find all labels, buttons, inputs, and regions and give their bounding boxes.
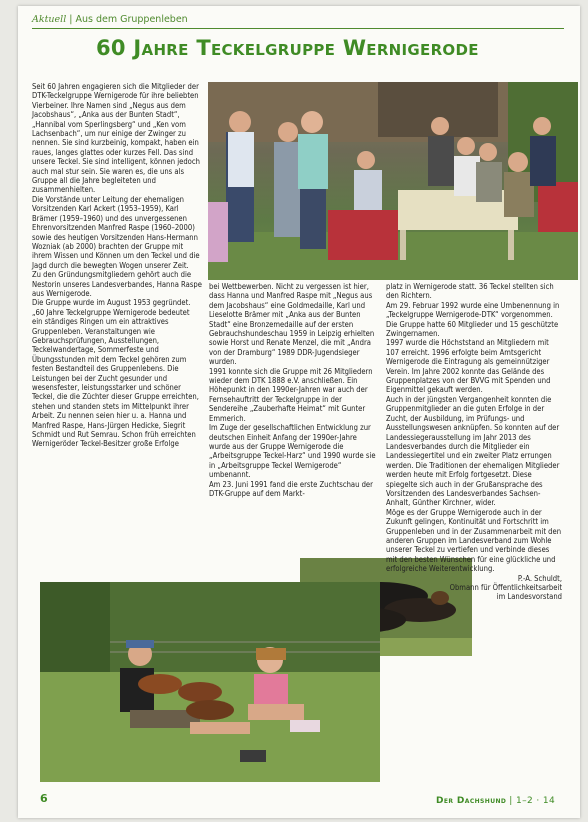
magazine-name: Der Dachshund [436, 796, 507, 806]
article-column-3 [386, 282, 562, 602]
paragraph: Am 23. Juni 1991 fand die erste Zuchtschau der DTK-Gruppe auf dem Markt- [209, 479, 373, 498]
issue-date: | 1–2 · 14 [509, 796, 556, 806]
paragraph: Auch in der jüngsten Vergangenheit konnten die Gruppenmitglieder an die guten Erfolge in der Zucht, der Ausbildung, im Prüfungs- und Ausstellungswesen anknüpfen. So konnten auf der Landessiegerausstellung im Jahr 2013 des Landesverbandes durch die Mitglieder ein Landessiegertitel und ein zweiter Platz errungen werden. Die Traditionen der ehemaligen Mitglieder werden heute mit Erfolg fortgesetzt. Diese spiegelte sich auch in der Grußansprache des Vorsitzenden des Landesverbandes Sachsen-Anhalt, Günther Kirchner, wider. [386, 394, 560, 508]
article-column-1 [32, 82, 202, 449]
children-with-dachshunds-photo [40, 582, 380, 782]
paragraph: Am 29. Februar 1992 wurde eine Umbenennung in „Teckelgruppe Wernigerode-DTK“ vorgenommen. Die Gruppe hatte 60 Mitglieder und 15 geschützte Zwingernamen. [386, 300, 560, 339]
signature-role: Obmann für Öffentlichkeitsarbeit [449, 583, 562, 592]
paragraph: Die Vorstände unter Leitung der ehemaligen Vorsitzenden Karl Ackert (1953–1959), Karl Brämer (1959–1960) und des unvergessenen Ehrenvorsitzenden Manfred Raspe (1960–2000) sowie des heutigen Vorsitzenden Hans-Hermann Wozniak (ab 2000) brachten der Gruppe mit ihrem Wissen und Können um den Teckel und die Jagd durch die bewegten Wogen unserer Zeit. [32, 194, 200, 270]
paragraph: Die Gruppe wurde im August 1953 gegründet. „60 Jahre Teckelgruppe Wernigerode bedeutet ein ständiges Ringen um ein attraktives Gruppenleben. Veranstaltungen wie Gebrauchsprüfungen, Ausstellungen, Teckelwandertage, Sommerfeste und Übungsstunden mit dem Teckel gehören zum festen Bestandteil des Gruppenlebens. Die Leistungen bei der Zucht gesunder und wesensfester, leistungsstarker und schöner Teckel, die die Züchter dieser Gruppe erreichten, stehen und standen stets im Mittelpunkt ihrer Arbeit. Zu nennen seien hier u. a. Hanna und Manfred Raspe, Hans-Jürgen Hedicke, Siegrit Schmidt und Rut Semrau. Schon früh erreichten Wernigeröder Teckel-Besitzer große Erfolge [32, 298, 199, 449]
signature-name: P.-A. Schuldt, [517, 573, 562, 583]
kicker-rule [32, 28, 564, 29]
paragraph: Zu den Gründungsmitgliedern gehört auch die Nestorin unseres Landesverbandes, Hanna Raspe aus Wernigerode. [32, 270, 202, 298]
paragraph: Möge es der Gruppe Wernigerode auch in der Zukunft gelingen, Kontinuität und Fortschritt im Gruppenleben und in der Zusammenarbeit mit den anderen Gruppen im Landesverband zum Wohle unserer Teckel zu vertiefen und verbinde dieses mit den besten Wünschen für eine glückliche und erfolgreiche Weiterentwicklung. [386, 507, 562, 574]
children-photo-illustration [40, 582, 380, 782]
magazine-footer [436, 796, 555, 806]
article-column-2 [209, 282, 379, 498]
signature-role-2: im Landesvorstand [496, 592, 562, 602]
group-photo-garden-table [208, 82, 578, 280]
paragraph: Seit 60 Jahren engagieren sich die Mitglieder der DTK-Teckelgruppe Wernigerode für ihre beliebten Vierbeiner. Ihre Namen sind „Negus aus dem Jacobshaus“, „Anka aus der Bunten Stadt“, „Hannibal vom Sperlingsberg“ und „Ken vom Lachsenbach“, um nur einige der Zwinger zu nennen. Sie sind kurzbeinig, kompakt, haben ein raues, langes glattes oder kurzes Fell. Das sind unsere Teckel. Sie sind intelligent, können jedoch auch mal stur sein. Sie waren es, die uns als Gruppe all die Jahre begleiteten und zusammenhielten. [32, 82, 200, 195]
kicker-separator: | [69, 14, 73, 25]
subsection-label: Aus dem Gruppenleben [75, 14, 188, 25]
group-photo-illustration [208, 82, 578, 280]
paragraph: 1991 konnte sich die Gruppe mit 26 Mitgliedern wieder dem DTK 1888 e.V. anschließen. Ein Höhepunkt in den 1990er-Jahren war auch der Fernsehauftritt der Teckelgruppe in der Sendereihe „Zauberhafte Heimat“ mit Gunter Emmerich. [209, 366, 373, 423]
paragraph: 1997 wurde die Höchststand an Mitgliedern mit 107 erreicht. 1996 erfolgte beim Amtsgericht Wernigerode die Eintragung als gemeinnütziger Verein. Im Jahre 2002 konnte das Gelände des Gruppenplatzes von der BVVG mit Spenden und Eigenmittel gekauft werden. [386, 338, 551, 395]
section-label: Aktuell [32, 14, 67, 25]
paragraph: platz in Wernigerode statt. 36 Teckel stellten sich den Richtern. [386, 282, 554, 301]
paragraph: Im Zuge der gesellschaftlichen Entwicklung zur deutschen Einheit Anfang der 1990er-Jahre wurde aus der Gruppe Wernigerode die „Arbeitsgruppe Teckel-Harz“ und 1990 wurde sie in „Arbeitsgruppe Teckel Wernigerode“ umbenannt. [209, 423, 376, 480]
paragraph: bei Wettbewerben. Nicht zu vergessen ist hier, dass Hanna und Manfred Raspe mit „Negus aus dem Jacobshaus“ eine Goldmedaille, Karl und Lieselotte Brämer mit „Anka aus der Bunten Stadt“ eine Bronzemedaille auf der ersten Gebrauchshundeschau 1959 in Leipzig erhielten sowie Horst und Renate Menzel, die mit „Andra von der Dramburg“ 1989 DDR-Jugendsieger wurden. [209, 282, 375, 367]
section-kicker [32, 14, 188, 25]
magazine-page [18, 6, 580, 818]
page-number: 6 [40, 792, 48, 805]
article-title: 60 Jahre Teckelgruppe Wernigerode [96, 36, 479, 60]
